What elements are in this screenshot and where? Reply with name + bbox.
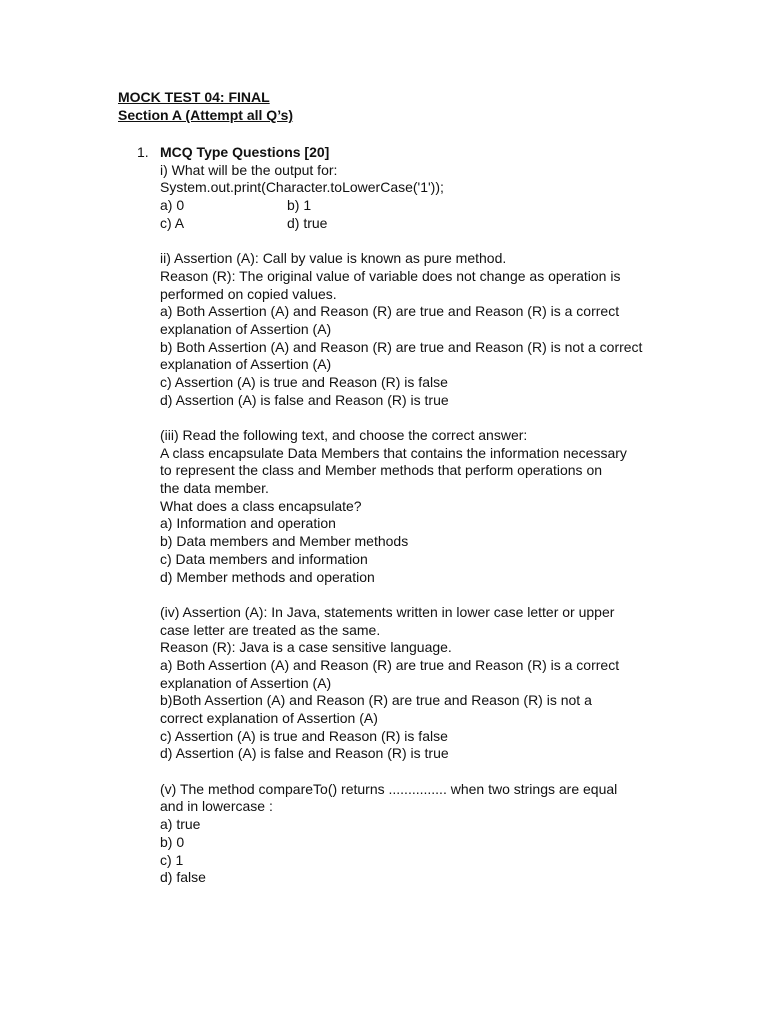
q-v-line: (v) The method compareTo() returns ............... when two strings are equal [160, 780, 618, 797]
q-ii-line: explanation of Assertion (A) [160, 320, 332, 337]
q-i-option-b: b) 1 [287, 197, 312, 214]
q-ii-line: Reason (R): The original value of variable does not change as operation is [160, 267, 621, 284]
q-iii-line: the data member. [160, 480, 269, 497]
q-iii-block [160, 427, 660, 586]
q-v-line: d) false [160, 869, 206, 886]
q-iv-line: case letter are treated as the same. [160, 621, 381, 638]
document-header [118, 88, 678, 124]
q-iii-line: A class encapsulate Data Members that contains the information necessary [160, 444, 627, 461]
q-iii-line: b) Data members and Member methods [160, 533, 409, 550]
section-title: Section A (Attempt all Q’s) [118, 107, 294, 123]
q-iii-line: to represent the class and Member methods that perform operations on [160, 462, 603, 479]
q-ii-line: d) Assertion (A) is false and Reason (R) is true [160, 391, 449, 408]
q-iii-line: a) Information and operation [160, 515, 336, 532]
q-i-code: System.out.print(Character.toLowerCase('1')); [160, 179, 444, 196]
q-v-line: c) 1 [160, 851, 184, 868]
test-title: MOCK TEST 04: FINAL [118, 89, 270, 105]
q-iii-line: What does a class encapsulate? [160, 497, 362, 514]
question-number: 1. [137, 144, 149, 160]
q-i-option-c: c) A [160, 214, 185, 231]
q-iv-line: (iv) Assertion (A): In Java, statements written in lower case letter or upper [160, 603, 615, 620]
q-v-line: b) 0 [160, 833, 185, 850]
q-i-options-row-2 [160, 215, 660, 233]
q-i-option-d: d) true [287, 214, 328, 231]
q-i-prompt: i) What will be the output for: [160, 161, 338, 178]
q-i-options-row-1 [160, 197, 660, 215]
q-iv-line: a) Both Assertion (A) and Reason (R) are true and Reason (R) is a correct [160, 656, 620, 673]
q-v-line: and in lowercase : [160, 798, 273, 815]
q-iii-line: (iii) Read the following text, and choose the correct answer: [160, 427, 528, 443]
spacer [160, 763, 660, 781]
question-content [160, 144, 660, 887]
q-iv-line: correct explanation of Assertion (A) [160, 710, 378, 726]
q-iv-line: b)Both Assertion (A) and Reason (R) are true and Reason (R) is not a [160, 692, 592, 709]
q-ii-line: ii) Assertion (A): Call by value is known as pure method. [160, 250, 507, 267]
q-iii-line: c) Data members and information [160, 550, 368, 567]
q-i-option-a: a) 0 [160, 197, 185, 214]
q-iv-line: Reason (R): Java is a case sensitive language. [160, 639, 452, 656]
question-heading: MCQ Type Questions [20] [160, 144, 330, 160]
q-iv-block [160, 604, 660, 763]
q-v-block [160, 781, 660, 887]
q-ii-line: performed on copied values. [160, 285, 337, 302]
q-ii-line: a) Both Assertion (A) and Reason (R) are true and Reason (R) is a correct [160, 303, 620, 320]
spacer [160, 232, 660, 250]
q-ii-line: b) Both Assertion (A) and Reason (R) are true and Reason (R) is not a correct [160, 338, 643, 355]
q-iv-line: d) Assertion (A) is false and Reason (R) is true [160, 745, 449, 762]
spacer [160, 409, 660, 427]
q-iv-line: c) Assertion (A) is true and Reason (R) is false [160, 727, 448, 744]
q-iv-line: explanation of Assertion (A) [160, 674, 332, 691]
q-ii-line: explanation of Assertion (A) [160, 356, 332, 373]
q-ii-block [160, 250, 660, 409]
q-ii-line: c) Assertion (A) is true and Reason (R) is false [160, 373, 448, 390]
q-iii-line: d) Member methods and operation [160, 568, 375, 585]
spacer [160, 586, 660, 604]
q-v-line: a) true [160, 816, 201, 833]
